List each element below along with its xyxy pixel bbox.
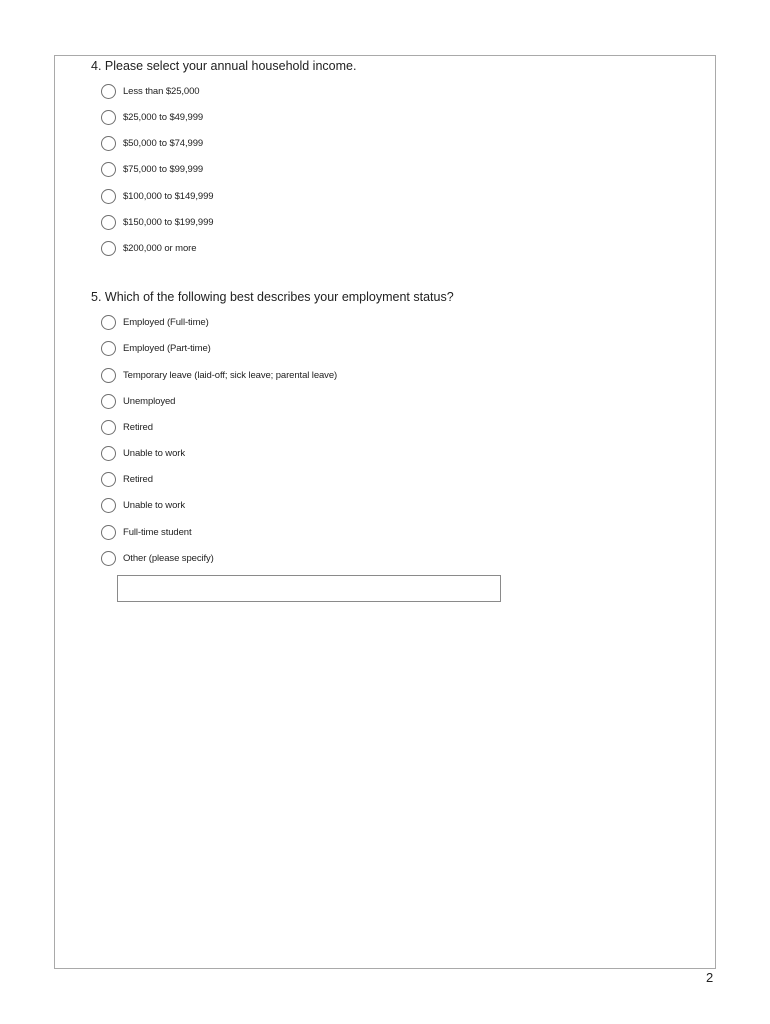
option-label: Retired — [123, 473, 153, 485]
radio-button[interactable] — [101, 368, 116, 383]
option-label: Temporary leave (laid-off; sick leave; parental leave) — [123, 369, 338, 381]
question-5 — [91, 290, 454, 304]
page-number: 2 — [706, 970, 714, 985]
employment-option-10[interactable] — [101, 548, 214, 568]
employment-option-9[interactable] — [101, 522, 192, 542]
option-label: Full-time student — [123, 526, 192, 538]
radio-button[interactable] — [101, 189, 116, 204]
radio-button[interactable] — [101, 446, 116, 461]
radio-button[interactable] — [101, 525, 116, 540]
employment-option-3[interactable] — [101, 365, 337, 385]
option-label: Employed (Full-time) — [123, 316, 209, 328]
radio-button[interactable] — [101, 110, 116, 125]
employment-option-1[interactable] — [101, 312, 209, 332]
option-label: $150,000 to $199,999 — [123, 216, 214, 228]
option-label: Less than $25,000 — [123, 85, 200, 97]
option-label: $25,000 to $49,999 — [123, 111, 204, 123]
question-5-title: 5. Which of the following best describes your employment status? — [91, 290, 454, 304]
radio-button[interactable] — [101, 472, 116, 487]
option-label: Other (please specify) — [123, 552, 214, 564]
employment-option-4[interactable] — [101, 391, 175, 411]
radio-button[interactable] — [101, 341, 116, 356]
radio-button[interactable] — [101, 315, 116, 330]
employment-option-5[interactable] — [101, 417, 153, 437]
radio-button[interactable] — [101, 84, 116, 99]
employment-option-2[interactable] — [101, 338, 211, 358]
other-specify-input[interactable] — [117, 575, 501, 602]
income-option-5[interactable] — [101, 186, 213, 206]
question-4-title: 4. Please select your annual household income. — [91, 59, 357, 73]
income-option-4[interactable] — [101, 159, 203, 179]
income-option-2[interactable] — [101, 107, 203, 127]
radio-button[interactable] — [101, 241, 116, 256]
employment-option-8[interactable] — [101, 495, 185, 515]
option-label: $200,000 or more — [123, 242, 197, 254]
radio-button[interactable] — [101, 394, 116, 409]
income-option-6[interactable] — [101, 212, 213, 232]
radio-button[interactable] — [101, 498, 116, 513]
option-label: Unable to work — [123, 499, 185, 511]
question-4 — [91, 59, 356, 73]
option-label: Unemployed — [123, 395, 176, 407]
income-option-3[interactable] — [101, 133, 203, 153]
radio-button[interactable] — [101, 136, 116, 151]
option-label: Retired — [123, 421, 153, 433]
income-option-1[interactable] — [101, 81, 199, 101]
radio-button[interactable] — [101, 420, 116, 435]
option-label: Unable to work — [123, 447, 185, 459]
radio-button[interactable] — [101, 215, 116, 230]
radio-button[interactable] — [101, 162, 116, 177]
option-label: $50,000 to $74,999 — [123, 137, 204, 149]
radio-button[interactable] — [101, 551, 116, 566]
option-label: Employed (Part-time) — [123, 342, 211, 354]
employment-option-6[interactable] — [101, 443, 185, 463]
employment-option-7[interactable] — [101, 469, 153, 489]
option-label: $75,000 to $99,999 — [123, 163, 204, 175]
income-option-7[interactable] — [101, 238, 196, 258]
option-label: $100,000 to $149,999 — [123, 190, 214, 202]
